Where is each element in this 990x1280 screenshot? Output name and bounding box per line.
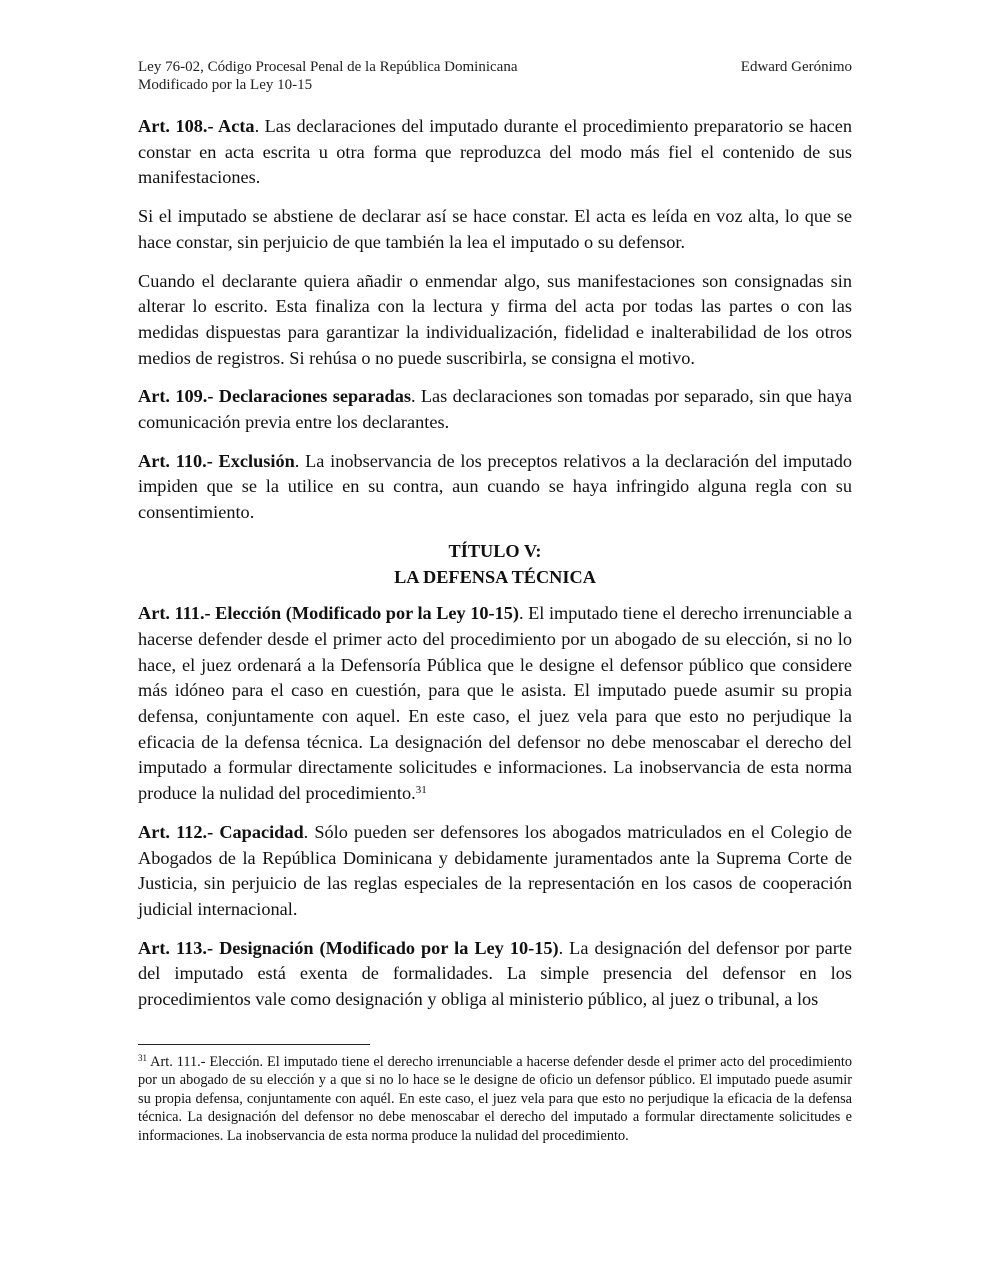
footnote-reference[interactable]: 31 — [415, 784, 427, 797]
art113-text: . La designación del defensor por parte del imputado está exenta de formalidades. La simple presencia del defensor en los procedimientos vale como designación y obliga al ministerio público, al juez o tribunal, a los — [138, 937, 852, 1010]
art108-heading: Art. 108.- Acta — [138, 116, 255, 136]
art111-paragraph — [138, 601, 852, 807]
document-body — [138, 114, 852, 1026]
section-title — [138, 539, 852, 590]
art113-paragraph — [138, 936, 852, 1013]
footnote-text: Art. 111.- Elección. El imputado tiene el derecho irrenunciable a hacerse defender desde el primer acto del procedimiento por un abogado de su elección y a que si no lo hace se le designe de oficio un defensor público. El imputado puede asumir su propia defensa, conjuntamente con aquél. En este caso, el juez vela para que esto no perjudique la eficacia de la defensa técnica. La designación del defensor no debe menoscabar el derecho del imputado a formular directamente solicitudes e informaciones. La inobservancia de esta norma produce la nulidad del procedimiento. — [138, 1054, 852, 1144]
art110-text: . La inobservancia de los preceptos relativos a la declaración del imputado impiden que se la utilice en su contra, aun cuando se haya infringido alguna regla con su consentimiento. — [138, 450, 852, 523]
art112-text: . Sólo pueden ser defensores los abogados matriculados en el Colegio de Abogados de la República Dominicana y debidamente juramentados ante la Suprema Corte de Justicia, sin perjuicio de las reglas especiales de la representación en los casos de cooperación judicial internacional. — [138, 821, 852, 919]
art108-paragraph-2: Si el imputado se abstiene de declarar así se hace constar. El acta es leída en voz alta, lo que se hace constar, sin perjuicio de que también la lea el imputado o su defensor. — [138, 206, 852, 252]
art110-heading: Art. 110.- Exclusión — [138, 450, 295, 471]
art112-paragraph — [138, 820, 852, 923]
header-modification: Modificado por la Ley 10-15 — [138, 77, 313, 93]
art108-paragraph — [138, 114, 852, 191]
art109-heading: Art. 109.- Declaraciones separadas — [138, 386, 411, 407]
art113-heading: Art. 113.- Designación (Modificado por la Ley 10-15) — [138, 937, 559, 958]
art111-heading: Art. 111.- Elección (Modificado por la Ley 10-15) — [138, 603, 519, 624]
footnote-number: 31 — [138, 1053, 147, 1063]
art112-heading: Art. 112.- Capacidad — [138, 821, 304, 842]
art110-paragraph — [138, 449, 852, 526]
art109-paragraph — [138, 384, 852, 435]
section-title-number: TÍTULO V: — [448, 540, 542, 561]
header-law-title: Ley 76-02, Código Procesal Penal de la República Dominicana — [138, 59, 518, 75]
art108-text: . Las declaraciones del imputado durante el procedimiento preparatorio se hacen constar en acta escrita u otra forma que reproduzca del modo más fiel el contenido de sus manifestaciones. — [138, 116, 852, 188]
header-author: Edward Gerónimo — [740, 59, 852, 75]
section-title-name: LA DEFENSA TÉCNICA — [394, 566, 596, 587]
page-header — [138, 58, 852, 94]
footnote — [138, 1053, 852, 1145]
art109-text: . Las declaraciones son tomadas por separado, sin que haya comunicación previa entre los declarantes. — [138, 386, 852, 433]
art108-paragraph-3: Cuando el declarante quiera añadir o enmendar algo, sus manifestaciones son consignadas sin alterar lo escrito. Esta finaliza con la lectura y firma del acta por todas las partes o con las medidas dispuestas para garantizar la individualización, fidelidad e inalterabilidad de los otros medios de registros. Si rehúsa o no puede suscribirla, se consigna el motivo. — [138, 270, 852, 368]
art111-text: . El imputado tiene el derecho irrenunciable a hacerse defender desde el primer acto del procedimiento por un abogado de su elección, si no lo hace, el juez ordenará a la Defensoría Pública que le designe el defensor público que considere más idóneo para el caso en cuestión, para que le asista. El imputado puede asumir su propia defensa, conjuntamente con aquel. En este caso, el juez vela para que esto no perjudique la eficacia de la defensa técnica. La designación del defensor no debe menoscabar el derecho del imputado a formular directamente solicitudes e informaciones. La inobservancia de esta norma produce la nulidad del procedimiento. — [138, 603, 852, 804]
footnote-divider — [138, 1044, 370, 1045]
